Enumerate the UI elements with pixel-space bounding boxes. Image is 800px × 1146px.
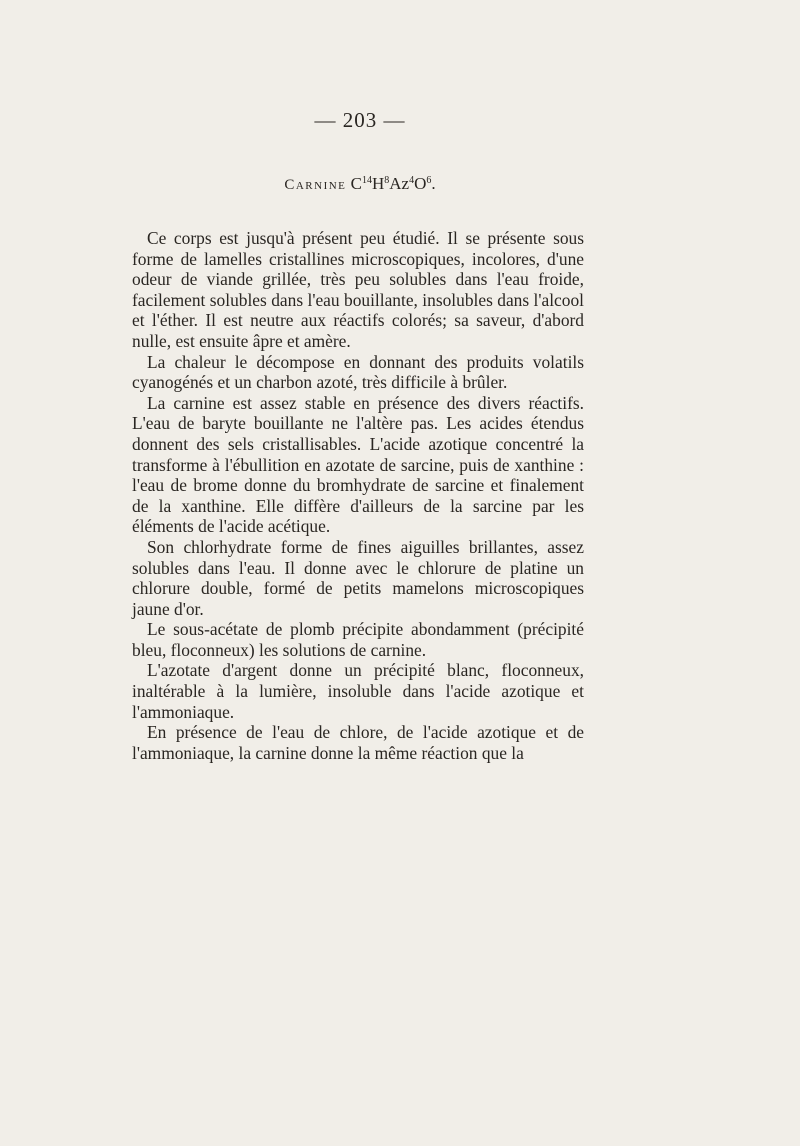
paragraph: L'azotate d'argent donne un précipité blanc, floconneux, inaltérable à la lumière, insoluble dans l'acide azotique et l'ammoniaque. <box>132 660 584 722</box>
paragraph: En présence de l'eau de chlore, de l'acide azotique et de l'ammoniaque, la carnine donne la même réaction que la <box>132 722 584 763</box>
compound-name: Carnine <box>284 177 347 193</box>
paragraph: Ce corps est jusqu'à présent peu étudié. Il se présente sous forme de lamelles cristallines microscopiques, incolores, d'une odeur de viande grillée, très peu solubles dans l'eau froide, facilement solubles dans l'eau bouillante, insolubles dans l'alcool et l'éther. Il est neutre aux réactifs colorés; sa saveur, d'abord nulle, est ensuite âpre et amère. <box>132 228 584 351</box>
section-heading <box>0 174 720 194</box>
paragraph: La chaleur le décompose en donnant des produits volatils cyanogénés et un charbon azoté, très difficile à brûler. <box>132 351 584 393</box>
page-number: — 203 — <box>314 108 406 132</box>
paragraph: La carnine est assez stable en présence des divers réactifs. L'eau de baryte bouillante ne l'altère pas. Les acides étendus donnent des sels cristallisables. L'acide azotique concentré la transforme à l'ébullition en azotate de sarcine, puis de xanthine : l'eau de brome donne du bromhydrate de sarcine et finalement de la xanthine. Elle diffère d'ailleurs de la sarcine par les éléments de l'acide acétique. <box>132 392 584 537</box>
body-text <box>132 228 584 763</box>
paragraph: Son chlorhydrate forme de fines aiguilles brillantes, assez solubles dans l'eau. Il donne avec le chlorure de platine un chlorure double, formé de petits mamelons microscopiques jaune d'or. <box>132 536 584 619</box>
paragraph: Le sous-acétate de plomb précipite abondamment (précipité bleu, floconneux) les solutions de carnine. <box>132 619 584 660</box>
chemical-formula: $C^{14}H^8Az^4O^6$. <box>350 174 436 193</box>
